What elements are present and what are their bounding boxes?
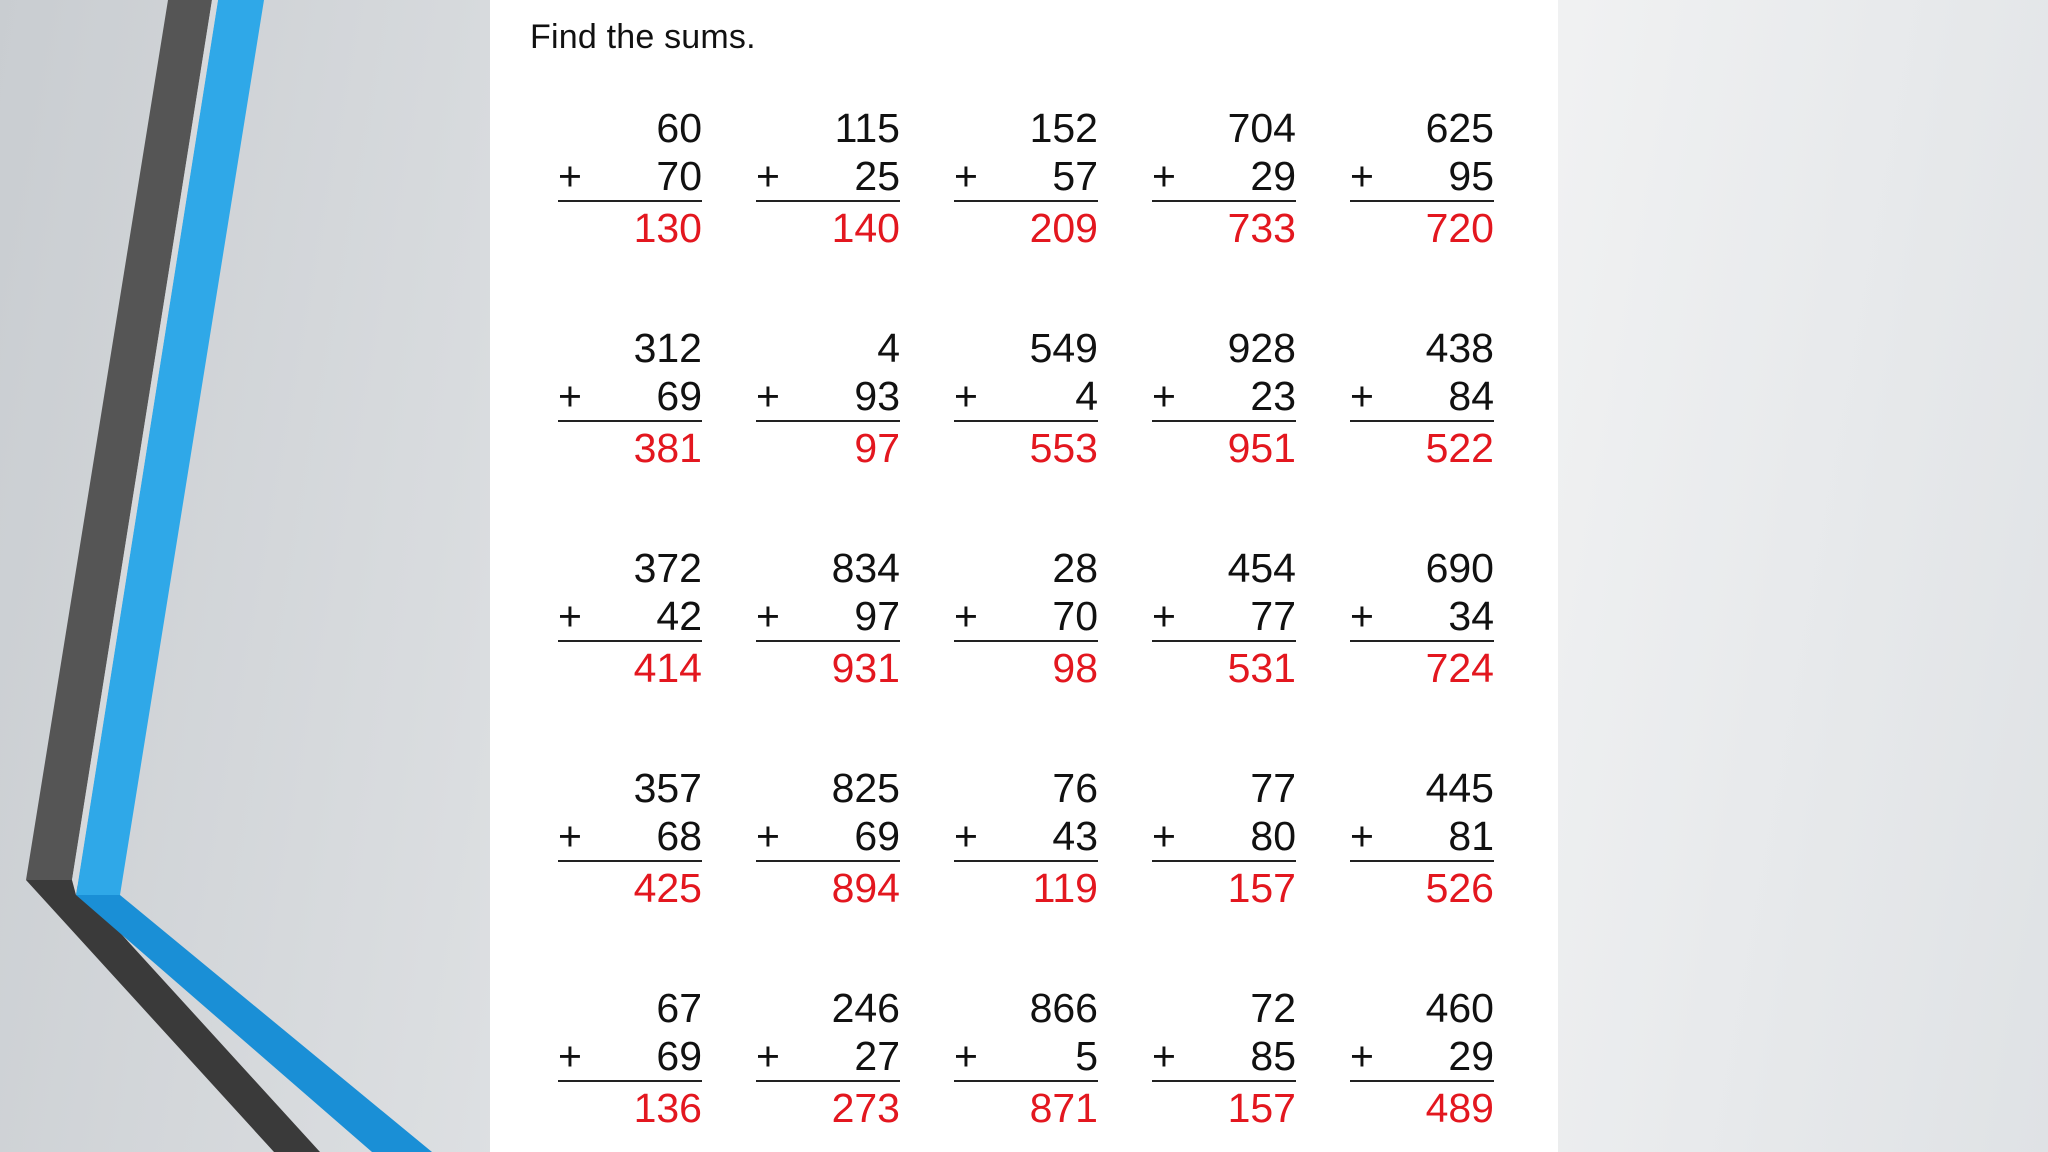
sum-answer: 136 xyxy=(633,1085,702,1131)
addend-bottom: 77 xyxy=(1250,593,1296,639)
sum-answer: 97 xyxy=(854,425,900,471)
sum-line xyxy=(1350,420,1494,422)
addition-problem xyxy=(938,765,1098,918)
sum-answer: 553 xyxy=(1029,425,1098,471)
sum-line xyxy=(558,420,702,422)
addition-problem xyxy=(1136,985,1296,1138)
sum-answer: 425 xyxy=(633,865,702,911)
addition-problem xyxy=(938,545,1098,698)
sum-answer: 98 xyxy=(1052,645,1098,691)
plus-sign: + xyxy=(954,593,978,639)
addition-problem xyxy=(1136,545,1296,698)
sum-answer: 381 xyxy=(633,425,702,471)
sum-answer: 894 xyxy=(831,865,900,911)
sum-line xyxy=(1350,860,1494,862)
addition-problem xyxy=(542,105,702,258)
addition-problem xyxy=(938,105,1098,258)
plus-sign: + xyxy=(1350,373,1374,419)
addend-top: 76 xyxy=(1052,765,1098,811)
light-gap-stripe xyxy=(72,0,218,895)
sum-line xyxy=(558,860,702,862)
addend-bottom: 69 xyxy=(656,373,702,419)
addition-problem xyxy=(542,985,702,1138)
addend-bottom: 70 xyxy=(656,153,702,199)
addend-top: 549 xyxy=(1029,325,1098,371)
addend-top: 60 xyxy=(656,105,702,151)
addition-problem xyxy=(1334,985,1494,1138)
plus-sign: + xyxy=(1350,813,1374,859)
plus-sign: + xyxy=(954,813,978,859)
addend-bottom: 34 xyxy=(1448,593,1494,639)
plus-sign: + xyxy=(558,153,582,199)
sum-answer: 119 xyxy=(1032,865,1098,911)
plus-sign: + xyxy=(954,373,978,419)
addend-top: 67 xyxy=(656,985,702,1031)
sum-line xyxy=(756,420,900,422)
sum-line xyxy=(954,640,1098,642)
sum-answer: 931 xyxy=(831,645,900,691)
sum-answer: 157 xyxy=(1227,1085,1296,1131)
addend-top: 4 xyxy=(877,325,900,371)
sum-answer: 140 xyxy=(831,205,900,251)
dark-stripe-lower xyxy=(26,880,320,1152)
addition-problem xyxy=(1136,765,1296,918)
addition-problem xyxy=(938,325,1098,478)
plus-sign: + xyxy=(558,1033,582,1079)
addend-top: 77 xyxy=(1250,765,1296,811)
sum-line xyxy=(954,860,1098,862)
plus-sign: + xyxy=(558,593,582,639)
addition-problem xyxy=(542,545,702,698)
addend-top: 312 xyxy=(633,325,702,371)
addend-bottom: 27 xyxy=(854,1033,900,1079)
sum-line xyxy=(954,200,1098,202)
sum-answer: 871 xyxy=(1029,1085,1098,1131)
sum-answer: 414 xyxy=(633,645,702,691)
addition-problem xyxy=(542,325,702,478)
addend-bottom: 4 xyxy=(1075,373,1098,419)
addend-top: 152 xyxy=(1029,105,1098,151)
addend-top: 72 xyxy=(1250,985,1296,1031)
addend-bottom: 43 xyxy=(1052,813,1098,859)
addend-top: 357 xyxy=(633,765,702,811)
sum-line xyxy=(1152,200,1296,202)
sum-answer: 724 xyxy=(1425,645,1494,691)
addend-top: 372 xyxy=(633,545,702,591)
plus-sign: + xyxy=(1350,593,1374,639)
addend-bottom: 68 xyxy=(656,813,702,859)
addend-top: 928 xyxy=(1227,325,1296,371)
addend-top: 690 xyxy=(1425,545,1494,591)
addend-bottom: 93 xyxy=(854,373,900,419)
sum-line xyxy=(954,420,1098,422)
addend-top: 115 xyxy=(834,105,900,151)
addition-problem xyxy=(1334,545,1494,698)
sum-line xyxy=(1152,860,1296,862)
addend-top: 454 xyxy=(1227,545,1296,591)
addition-problem xyxy=(938,985,1098,1138)
addend-bottom: 29 xyxy=(1250,153,1296,199)
addend-bottom: 5 xyxy=(1075,1033,1098,1079)
sum-line xyxy=(558,200,702,202)
plus-sign: + xyxy=(1152,373,1176,419)
addend-bottom: 97 xyxy=(854,593,900,639)
sum-line xyxy=(1152,640,1296,642)
addition-problem xyxy=(740,985,900,1138)
sum-line xyxy=(756,1080,900,1082)
sum-line xyxy=(1152,420,1296,422)
addition-problem xyxy=(542,765,702,918)
addend-top: 460 xyxy=(1425,985,1494,1031)
addition-problem xyxy=(1136,325,1296,478)
plus-sign: + xyxy=(756,153,780,199)
addition-problem xyxy=(740,765,900,918)
addend-top: 834 xyxy=(831,545,900,591)
addition-problem xyxy=(1334,765,1494,918)
addend-bottom: 81 xyxy=(1448,813,1494,859)
sum-line xyxy=(756,640,900,642)
plus-sign: + xyxy=(954,1033,978,1079)
sum-answer: 951 xyxy=(1227,425,1296,471)
sum-line xyxy=(954,1080,1098,1082)
addend-bottom: 69 xyxy=(656,1033,702,1079)
sum-line xyxy=(1350,1080,1494,1082)
sum-answer: 720 xyxy=(1425,205,1494,251)
sum-answer: 273 xyxy=(831,1085,900,1131)
sum-line xyxy=(1152,1080,1296,1082)
worksheet-page xyxy=(490,0,1558,1152)
addition-problem xyxy=(1334,325,1494,478)
addend-bottom: 29 xyxy=(1448,1033,1494,1079)
plus-sign: + xyxy=(756,593,780,639)
addend-top: 445 xyxy=(1425,765,1494,811)
plus-sign: + xyxy=(1350,153,1374,199)
sum-answer: 130 xyxy=(633,205,702,251)
addend-bottom: 23 xyxy=(1250,373,1296,419)
addend-bottom: 57 xyxy=(1052,153,1098,199)
addend-bottom: 85 xyxy=(1250,1033,1296,1079)
sum-line xyxy=(1350,200,1494,202)
addend-top: 438 xyxy=(1425,325,1494,371)
plus-sign: + xyxy=(756,813,780,859)
addend-top: 866 xyxy=(1029,985,1098,1031)
sum-answer: 522 xyxy=(1425,425,1494,471)
plus-sign: + xyxy=(1350,1033,1374,1079)
sum-line xyxy=(756,200,900,202)
sum-answer: 209 xyxy=(1029,205,1098,251)
addend-bottom: 25 xyxy=(854,153,900,199)
sum-answer: 157 xyxy=(1227,865,1296,911)
plus-sign: + xyxy=(558,373,582,419)
addition-problem xyxy=(740,545,900,698)
sum-answer: 526 xyxy=(1425,865,1494,911)
sum-line xyxy=(558,1080,702,1082)
sum-line xyxy=(558,640,702,642)
plus-sign: + xyxy=(1152,813,1176,859)
addition-problem xyxy=(1334,105,1494,258)
addition-problem xyxy=(740,105,900,258)
plus-sign: + xyxy=(1152,153,1176,199)
sum-answer: 531 xyxy=(1227,645,1296,691)
addend-top: 246 xyxy=(831,985,900,1031)
plus-sign: + xyxy=(756,373,780,419)
addition-problem xyxy=(1136,105,1296,258)
worksheet-title: Find the sums. xyxy=(530,18,756,56)
addend-bottom: 80 xyxy=(1250,813,1296,859)
addend-top: 625 xyxy=(1425,105,1494,151)
plus-sign: + xyxy=(558,813,582,859)
addition-problem xyxy=(740,325,900,478)
plus-sign: + xyxy=(1152,1033,1176,1079)
addend-bottom: 70 xyxy=(1052,593,1098,639)
addend-top: 28 xyxy=(1052,545,1098,591)
sum-answer: 489 xyxy=(1425,1085,1494,1131)
sum-line xyxy=(756,860,900,862)
addend-bottom: 84 xyxy=(1448,373,1494,419)
addend-bottom: 42 xyxy=(656,593,702,639)
plus-sign: + xyxy=(1152,593,1176,639)
sum-line xyxy=(1350,640,1494,642)
addend-bottom: 95 xyxy=(1448,153,1494,199)
addend-top: 704 xyxy=(1227,105,1296,151)
plus-sign: + xyxy=(756,1033,780,1079)
plus-sign: + xyxy=(954,153,978,199)
addend-bottom: 69 xyxy=(854,813,900,859)
sum-answer: 733 xyxy=(1227,205,1296,251)
addend-top: 825 xyxy=(831,765,900,811)
